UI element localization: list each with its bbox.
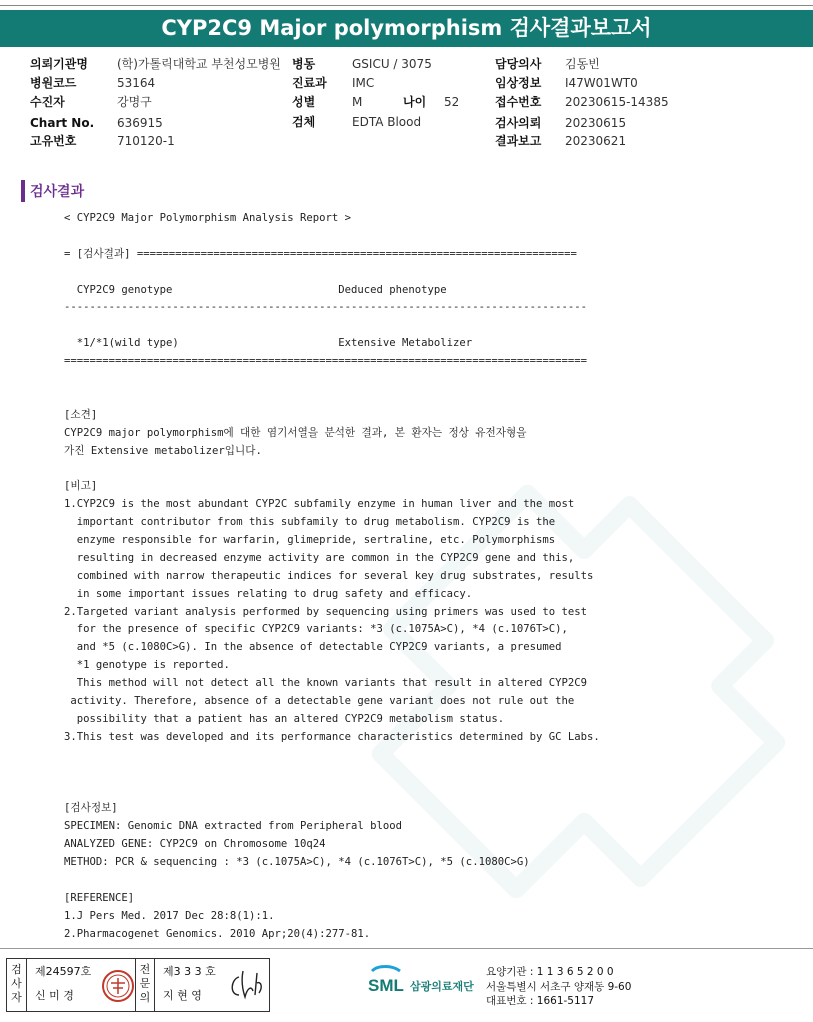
info-label: 병동 [292,57,316,71]
confirm-signature-icon [225,965,267,1005]
report-line: This method will not detect all the known variants that result in altered CYP2C9 [64,677,587,690]
report-line: *1 genotype is reported. [64,659,230,672]
org-phone: 대표번호 : 1661-5117 [486,995,595,1007]
org-code: 요양기관 : 1 1 3 6 5 2 0 0 [486,966,614,978]
info-value: GSICU / 3075 [352,57,432,71]
info-label: 고유번호 [30,134,77,148]
info-label: 접수번호 [495,95,542,109]
report-line: enzyme responsible for warfarin, glimepride, sertraline, etc. Polymorphisms [64,534,556,547]
report-line: 1.CYP2C9 is the most abundant CYP2C subfamily enzyme in human liver and the most [64,498,575,511]
report-line: SPECIMEN: Genomic DNA extracted from Peripheral blood [64,820,403,833]
report-line: ---------------------------------------------------------------------------------- [64,301,587,314]
report-line: [REFERENCE] [64,891,135,904]
info-label: 검체 [292,115,316,129]
report-line [64,747,624,765]
report-line [64,389,624,407]
report-line: resulting in decreased enzyme activity are common in the CYP2C9 gene and this, [64,551,575,564]
report-line [64,371,624,389]
report-line [64,765,624,783]
report-line: [소견] [64,408,98,421]
org-info [486,965,631,1009]
report-line [64,264,624,282]
report-line: in some important issues relating to drug safety and efficacy. [64,587,473,600]
info-label: 담당의사 [495,57,542,71]
footer-divider [0,948,813,949]
section-accent-bar [21,180,25,202]
report-body [64,210,624,944]
report-line: < CYP2C9 Major Polymorphism Analysis Report > [64,212,352,224]
report-line [64,783,624,801]
report-title: CYP2C9 Major polymorphism 검사결과보고서 [161,16,652,40]
report-line: CYP2C9 genotype Deduced phenotype [64,283,447,296]
info-value: 20230615 [565,116,627,130]
report-line [64,228,624,246]
report-line: ================================================================================== [64,355,587,368]
tester-license: 제24597호 [35,965,92,978]
report-line [64,460,624,478]
info-label: 수진자 [30,95,65,109]
report-line: [비고] [64,480,98,493]
confirm-label [135,959,155,1011]
report-line: = [검사결과] ===================================================================== [64,247,577,260]
report-line: possibility that a patient has an altered CYP2C9 metabolism status. [64,712,505,725]
tester-label [7,959,27,1011]
signature-box [6,958,270,1012]
info-value: (학)가톨릭대학교 부천성모병원 [117,57,281,71]
report-header [0,10,813,47]
report-line: and *5 (c.1080C>G). In the absence of detectable CYP2C9 variants, a presumed [64,641,562,654]
report-line: combined with narrow therapeutic indices for several key drug substrates, results [64,569,594,582]
info-value: 636915 [117,116,163,130]
info-label: 결과보고 [495,134,542,148]
report-line: important contributor from this subfamily to drug metabolism. CYP2C9 is the [64,516,556,529]
info-label: 병원코드 [30,76,77,90]
info-value: 710120-1 [117,134,175,148]
info-label: 의뢰기관명 [30,57,88,71]
report-line [64,872,624,890]
report-line: [검사정보] [64,802,118,815]
section-title: 검사결과 [30,184,85,200]
info-value: 20230621 [565,134,627,148]
info-label: 진료과 [292,76,327,90]
info-label: 검사의뢰 [495,116,542,130]
confirm-label-text: 전문의 [139,963,151,1004]
info-value: I47W01WT0 [565,76,638,90]
report-line: for the presence of specific CYP2C9 variants: *3 (c.1075A>C), *4 (c.1076T>C), [64,623,568,636]
report-line: ANALYZED GENE: CYP2C9 on Chromosome 10q24 [64,838,326,851]
org-address: 서울특별시 서초구 양재동 9-60 [486,980,632,993]
tester-label-text: 검사자 [11,963,22,1004]
info-value: EDTA Blood [352,115,422,129]
report-line: 가진 Extensive metabolizer입니다. [64,444,262,457]
info-label: 임상정보 [495,76,542,90]
report-line [64,317,624,335]
info-value: 20230615-14385 [565,95,669,109]
info-label: Chart No. [30,116,95,130]
info-value: 53164 [117,76,156,90]
report-line: METHOD: PCR & sequencing : *3 (c.1075A>C), *4 (c.1076T>C), *5 (c.1080C>G) [64,856,530,869]
report-line: 1.J Pers Med. 2017 Dec 28:8(1):1. [64,909,275,922]
info-value: 김동빈 [565,57,600,71]
report-line: *1/*1(wild type) Extensive Metabolizer [64,337,473,350]
confirm-license: 제3 3 3 호 [163,965,216,978]
info-value: 강명구 [117,95,152,109]
report-line: CYP2C9 major polymorphism에 대한 염기서열을 분석한 결과, 본 환자는 정상 유전자형을 [64,426,527,439]
age-label: 나이 [403,95,427,109]
report-line: 2.Pharmacogenet Genomics. 2010 Apr;20(4):277-81. [64,927,371,940]
info-value: IMC [352,76,375,90]
report-line: 2.Targeted variant analysis performed by sequencing using primers was used to test [64,605,587,618]
tester-name: 신 미 경 [35,989,74,1002]
tester-seal-icon [101,969,135,1003]
logo-text: SML [368,976,404,993]
report-line: activity. Therefore, absence of a detectable gene variant does not rule out the [64,695,575,708]
sml-logo-icon [366,963,408,993]
confirm-name: 지 현 영 [163,989,202,1002]
report-line: 3.This test was developed and its performance characteristics determined by GC Labs. [64,730,600,743]
age-value: 52 [444,95,460,109]
info-value: M [352,95,363,109]
info-label: 성별 [292,95,316,109]
org-name: 삼광의료재단 [410,980,474,993]
